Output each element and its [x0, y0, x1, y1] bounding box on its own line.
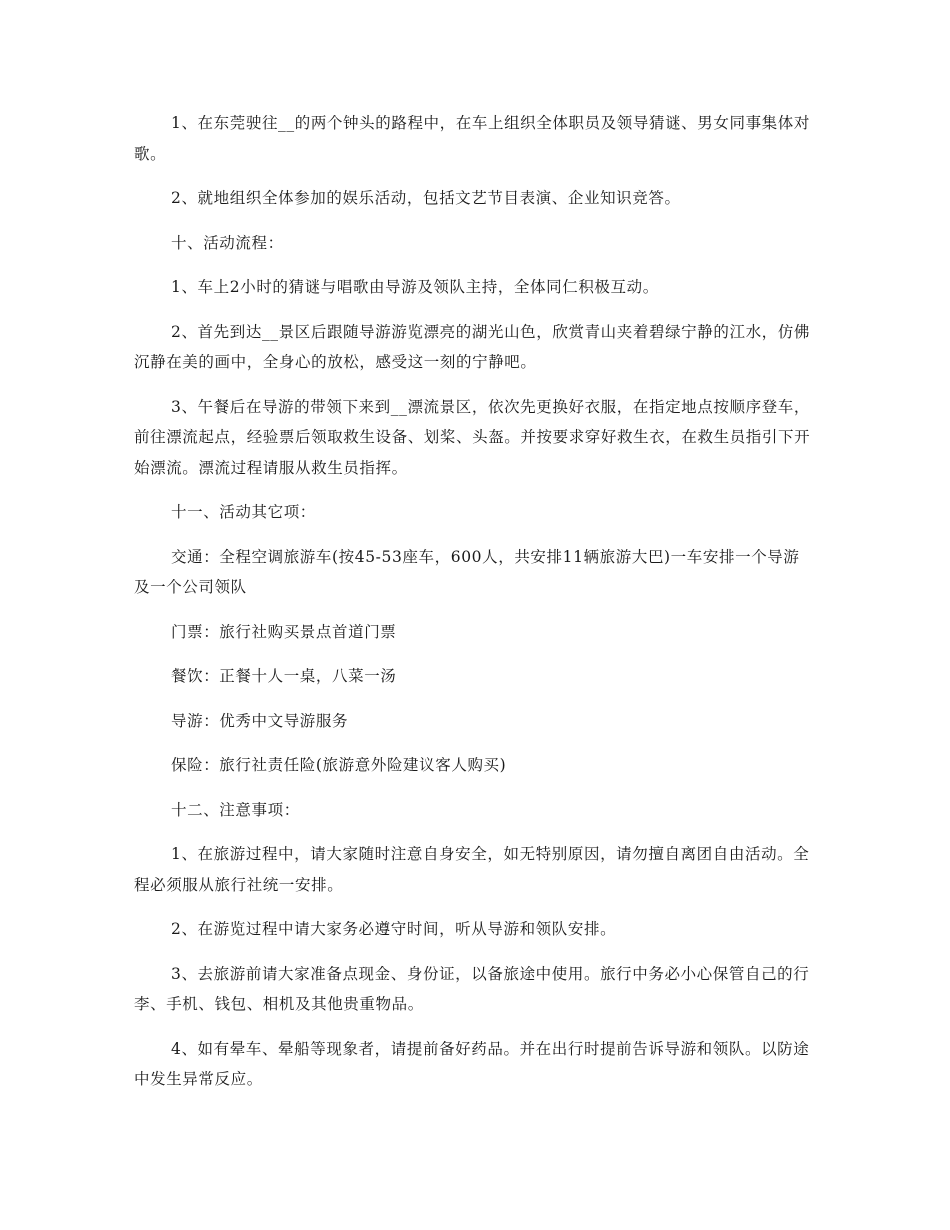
- section-heading-other-items: 十一、活动其它项：: [171, 503, 316, 521]
- paragraph-flow-step-1: 1、车上2小时的猜谜与唱歌由导游及领队主持，全体同仁积极互动。: [171, 278, 659, 296]
- paragraph-flow-step-2: 2、首先到达__景区后跟随导游游览漂亮的湖光山色，欣赏青山夹着碧绿宁静的江水，仿佛沉静在美的画中，全身心的放松，感受这一刻的宁静吧。: [134, 322, 810, 371]
- paragraph-transport: 交通：全程空调旅游车(按45-53座车，600人，共安排11辆旅游大巴)一车安排一个导游及一个公司领队: [134, 547, 800, 596]
- paragraph-onsite-entertainment: 2、就地组织全体参加的娱乐活动，包括文艺节目表演、企业知识竞答。: [171, 189, 681, 207]
- section-heading-notes: 十二、注意事项：: [171, 800, 300, 819]
- paragraph-note-1: 1、在旅游过程中，请大家随时注意自身安全，如无特别原因，请勿擅自离团自由活动。全程必须服从旅行社统一安排。: [134, 845, 810, 894]
- paragraph-transit-activities: 1、在东莞驶往__的两个钟头的路程中，在车上组织全体职员及领导猜谜、男女同事集体对歌。: [134, 114, 810, 163]
- paragraph-flow-step-3: 3、午餐后在导游的带领下来到__漂流景区，依次先更换好衣服，在指定地点按顺序登车，前往漂流起点，经验票后领取救生设备、划桨、头盔。并按要求穿好救生衣，在救生员指引下开始漂流。漂流过程请服从救生员指挥。: [134, 397, 811, 477]
- paragraph-tickets: 门票：旅行社购买景点首道门票: [171, 622, 397, 641]
- section-heading-activity-flow: 十、活动流程：: [171, 233, 284, 252]
- paragraph-note-4: 4、如有晕车、晕船等现象者，请提前备好药品。并在出行时提前告诉导游和领队。以防途中发生异常反应。: [134, 1039, 810, 1088]
- paragraph-note-3: 3、去旅游前请大家准备点现金、身份证，以备旅途中使用。旅行中务必小心保管自己的行李、手机、钱包、相机及其他贵重物品。: [134, 964, 810, 1013]
- paragraph-dining: 餐饮：正餐十人一桌，八菜一汤: [171, 667, 397, 685]
- paragraph-guide: 导游：优秀中文导游服务: [171, 711, 349, 730]
- paragraph-insurance: 保险：旅行社责任险(旅游意外险建议客人购买): [171, 756, 507, 774]
- document-body: [134, 108, 812, 1109]
- paragraph-note-2: 2、在游览过程中请大家务必遵守时间，听从导游和领队安排。: [171, 920, 617, 938]
